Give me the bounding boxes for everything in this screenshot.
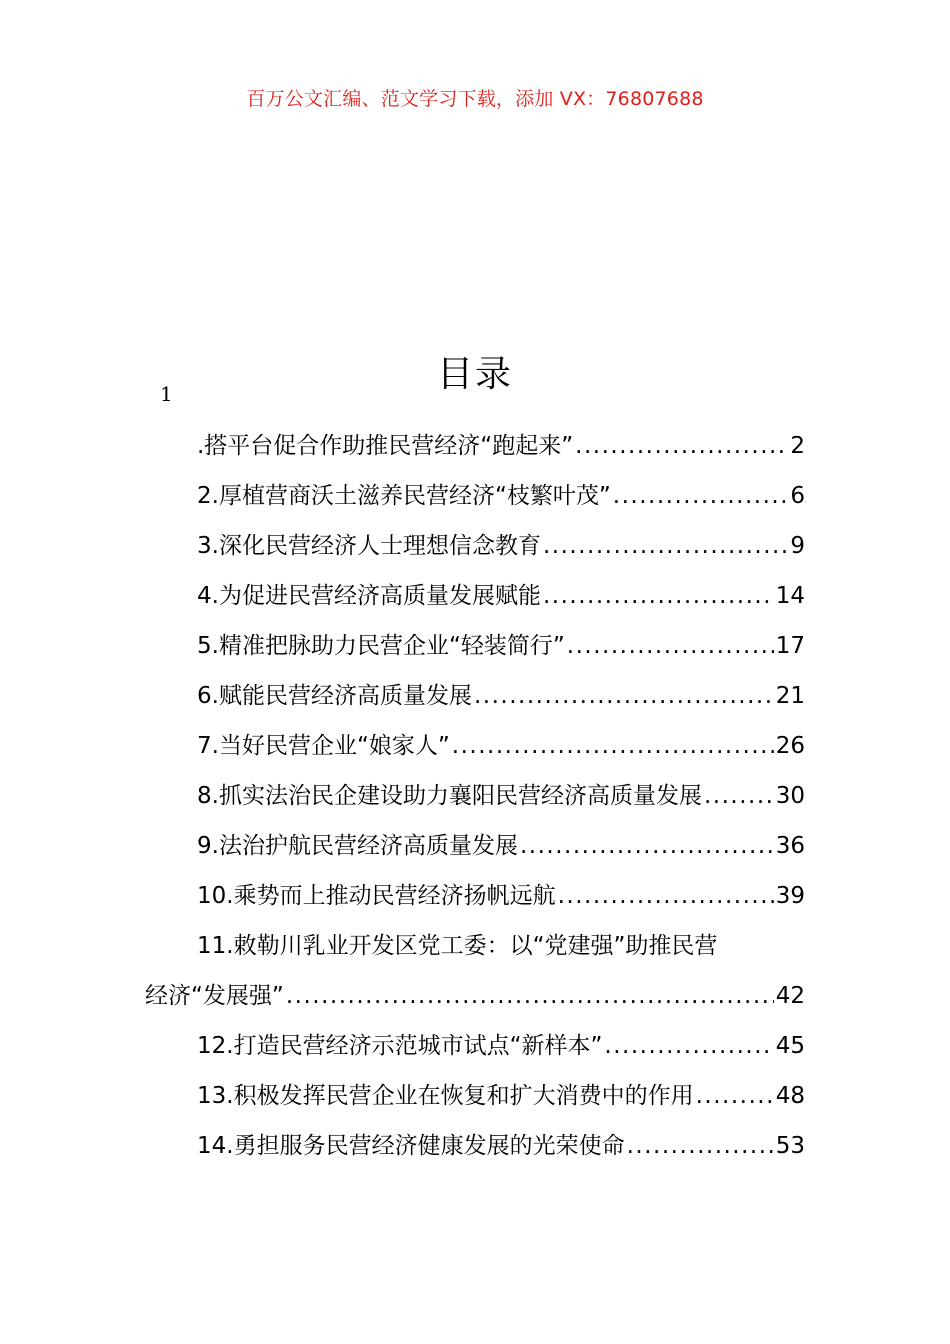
toc-entry-page: 21 [775,683,805,709]
toc-entry-7[interactable] [145,721,805,771]
toc-entry-12[interactable] [145,1021,805,1071]
toc-dot-leader [696,1071,774,1121]
toc-dot-leader [543,521,788,571]
toc-entry-title: 14.勇担服务民营经济健康发展的光荣使命 [197,1133,625,1159]
toc-entry-title: 7.当好民营企业“娘家人” [197,733,450,759]
toc-title: 目录 [436,354,513,396]
toc-list [145,421,805,1171]
toc-entry-page: 9 [790,533,805,559]
toc-dot-leader [567,621,774,671]
toc-entry-title: 3.深化民营经济人士理想信念教育 [197,533,541,559]
toc-dot-leader [474,671,774,721]
toc-entry-page: 42 [775,983,805,1009]
toc-entry-title: .搭平台促合作助推民营经济“跑起来” [197,433,574,459]
toc-entry-title: 10.乘势而上推动民营经济扬帆远航 [197,883,556,909]
toc-entry-page: 53 [775,1133,805,1159]
toc-entry-title: 4.为促进民营经济高质量发展赋能 [197,583,541,609]
toc-entry-14[interactable] [145,1121,805,1171]
toc-entry-page: 45 [775,1033,805,1059]
toc-entry-5[interactable] [145,621,805,671]
toc-entry-11[interactable] [145,921,805,971]
toc-entry-title: 9.法治护航民营经济高质量发展 [197,833,518,859]
toc-entry-title: 经济“发展强” [145,983,284,1009]
toc-entry-10[interactable] [145,871,805,921]
toc-entry-page: 30 [775,783,805,809]
toc-entry-title: 2.厚植营商沃土滋养民营经济“枝繁叶茂” [197,483,611,509]
toc-entry-page: 26 [775,733,805,759]
toc-entry-6[interactable] [145,671,805,721]
toc-entry-2[interactable] [145,471,805,521]
toc-entry-title: 12.打造民营经济示范城市试点“新样本” [197,1033,603,1059]
toc-entry-1[interactable] [145,421,805,471]
toc-entry-title: 13.积极发挥民营企业在恢复和扩大消费中的作用 [197,1083,694,1109]
toc-dot-leader [627,1121,774,1171]
page-marker: 1 [160,382,173,406]
toc-dot-leader [452,721,774,771]
toc-entry-title: 6.赋能民营经济高质量发展 [197,683,472,709]
toc-entry-11-continued[interactable] [145,971,805,1021]
toc-entry-3[interactable] [145,521,805,571]
toc-entry-13[interactable] [145,1071,805,1121]
toc-entry-page: 2 [790,433,805,459]
toc-entry-page: 17 [775,633,805,659]
toc-dot-leader [604,1021,773,1071]
toc-entry-title: 5.精准把脉助力民营企业“轻装简行” [197,633,565,659]
toc-dot-leader [575,421,788,471]
toc-dot-leader [613,471,789,521]
toc-dot-leader [286,971,774,1021]
toc-entry-8[interactable] [145,771,805,821]
toc-entry-page: 36 [775,833,805,859]
toc-dot-leader [520,821,774,871]
toc-entry-page: 14 [775,583,805,609]
header-note: 百万公文汇编、范文学习下载，添加 VX：76807688 [246,88,704,110]
toc-entry-title: 8.抓实法治民企建设助力襄阳民营经济高质量发展 [197,783,702,809]
toc-entry-title: 11.敕勒川乳业开发区党工委：以“党建强”助推民营 [197,933,718,959]
toc-entry-page: 39 [775,883,805,909]
toc-dot-leader [704,771,774,821]
toc-entry-9[interactable] [145,821,805,871]
toc-dot-leader [543,571,774,621]
toc-entry-4[interactable] [145,571,805,621]
toc-entry-page: 48 [775,1083,805,1109]
toc-dot-leader [558,871,774,921]
toc-entry-page: 6 [790,483,805,509]
